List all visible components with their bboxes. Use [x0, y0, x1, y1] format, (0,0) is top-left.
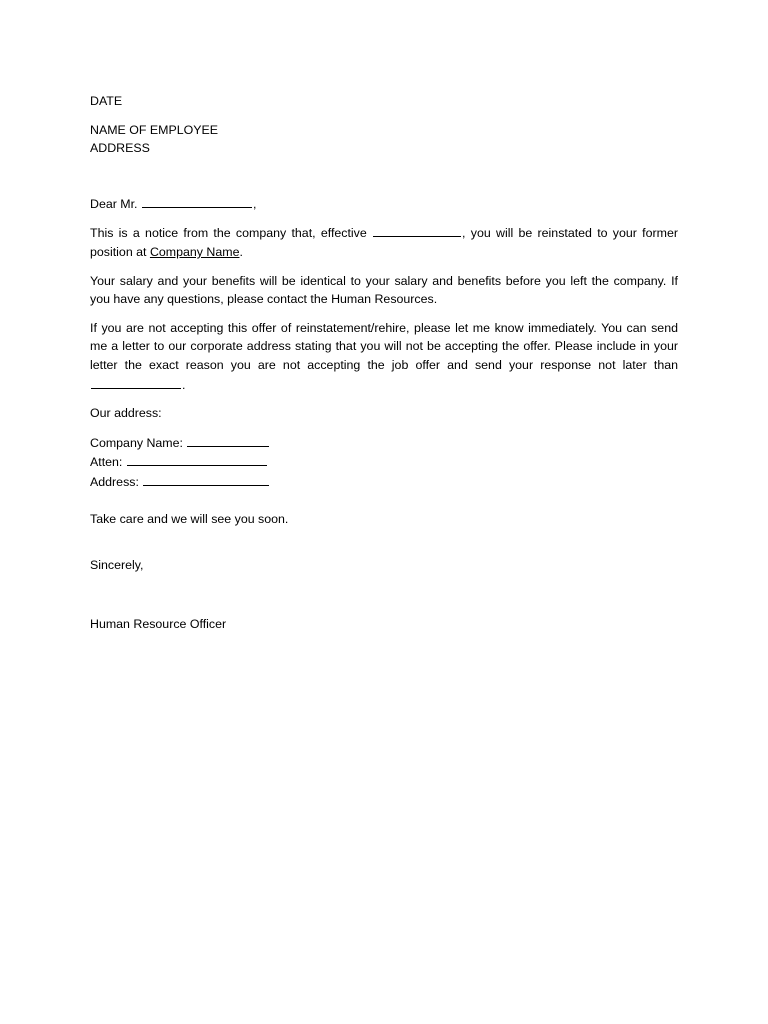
- deadline-blank: [91, 375, 181, 389]
- paragraph3-text: If you are not accepting this offer of reinstatement/rehire, please let me know immediately. You can send me a letter to our corporate address stating that you will not be accepting the offer. Please include in your letter the exact reason you are not accepting the job offer and send your response not later than: [90, 320, 678, 372]
- salutation: [90, 194, 678, 214]
- company-name-label: Company Name:: [90, 435, 183, 450]
- sign-off: Sincerely,: [90, 558, 144, 573]
- salutation-prefix: Dear Mr.: [90, 196, 138, 211]
- paragraph-response: [90, 319, 678, 394]
- address-row: [90, 472, 678, 492]
- atten-label: Atten:: [90, 455, 123, 470]
- letter-body: [90, 92, 678, 633]
- address-fields: [90, 433, 678, 492]
- date-line: DATE: [90, 94, 123, 108]
- atten-row: [90, 452, 678, 472]
- paragraph1-end: .: [239, 244, 243, 259]
- paragraph3-end: .: [182, 377, 186, 392]
- employee-name-line: NAME OF EMPLOYEE: [90, 122, 219, 137]
- company-name-blank: [187, 433, 269, 447]
- address-line: ADDRESS: [90, 141, 150, 156]
- paragraph-salary: Your salary and your benefits will be identical to your salary and benefits before you left the company. If you have any questions, please contact the Human Resources.: [90, 273, 678, 307]
- company-name-row: [90, 433, 678, 453]
- signature-title: Human Resource Officer: [90, 616, 227, 631]
- effective-date-blank: [373, 223, 461, 237]
- address-label: Address:: [90, 474, 139, 489]
- closing-line: Take care and we will see you soon.: [90, 511, 289, 526]
- paragraph-reinstatement: [90, 223, 678, 261]
- paragraph1-text-a: This is a notice from the company that, effective: [90, 226, 367, 241]
- salutation-suffix: ,: [252, 196, 257, 211]
- company-name-link: Company Name: [149, 244, 240, 259]
- paragraph1-text-b: , you will be reinstated to your former position at: [90, 226, 678, 259]
- atten-blank: [127, 452, 267, 466]
- our-address-heading: Our address:: [90, 406, 162, 421]
- recipient-name-blank: [142, 194, 252, 208]
- address-blank: [143, 472, 269, 486]
